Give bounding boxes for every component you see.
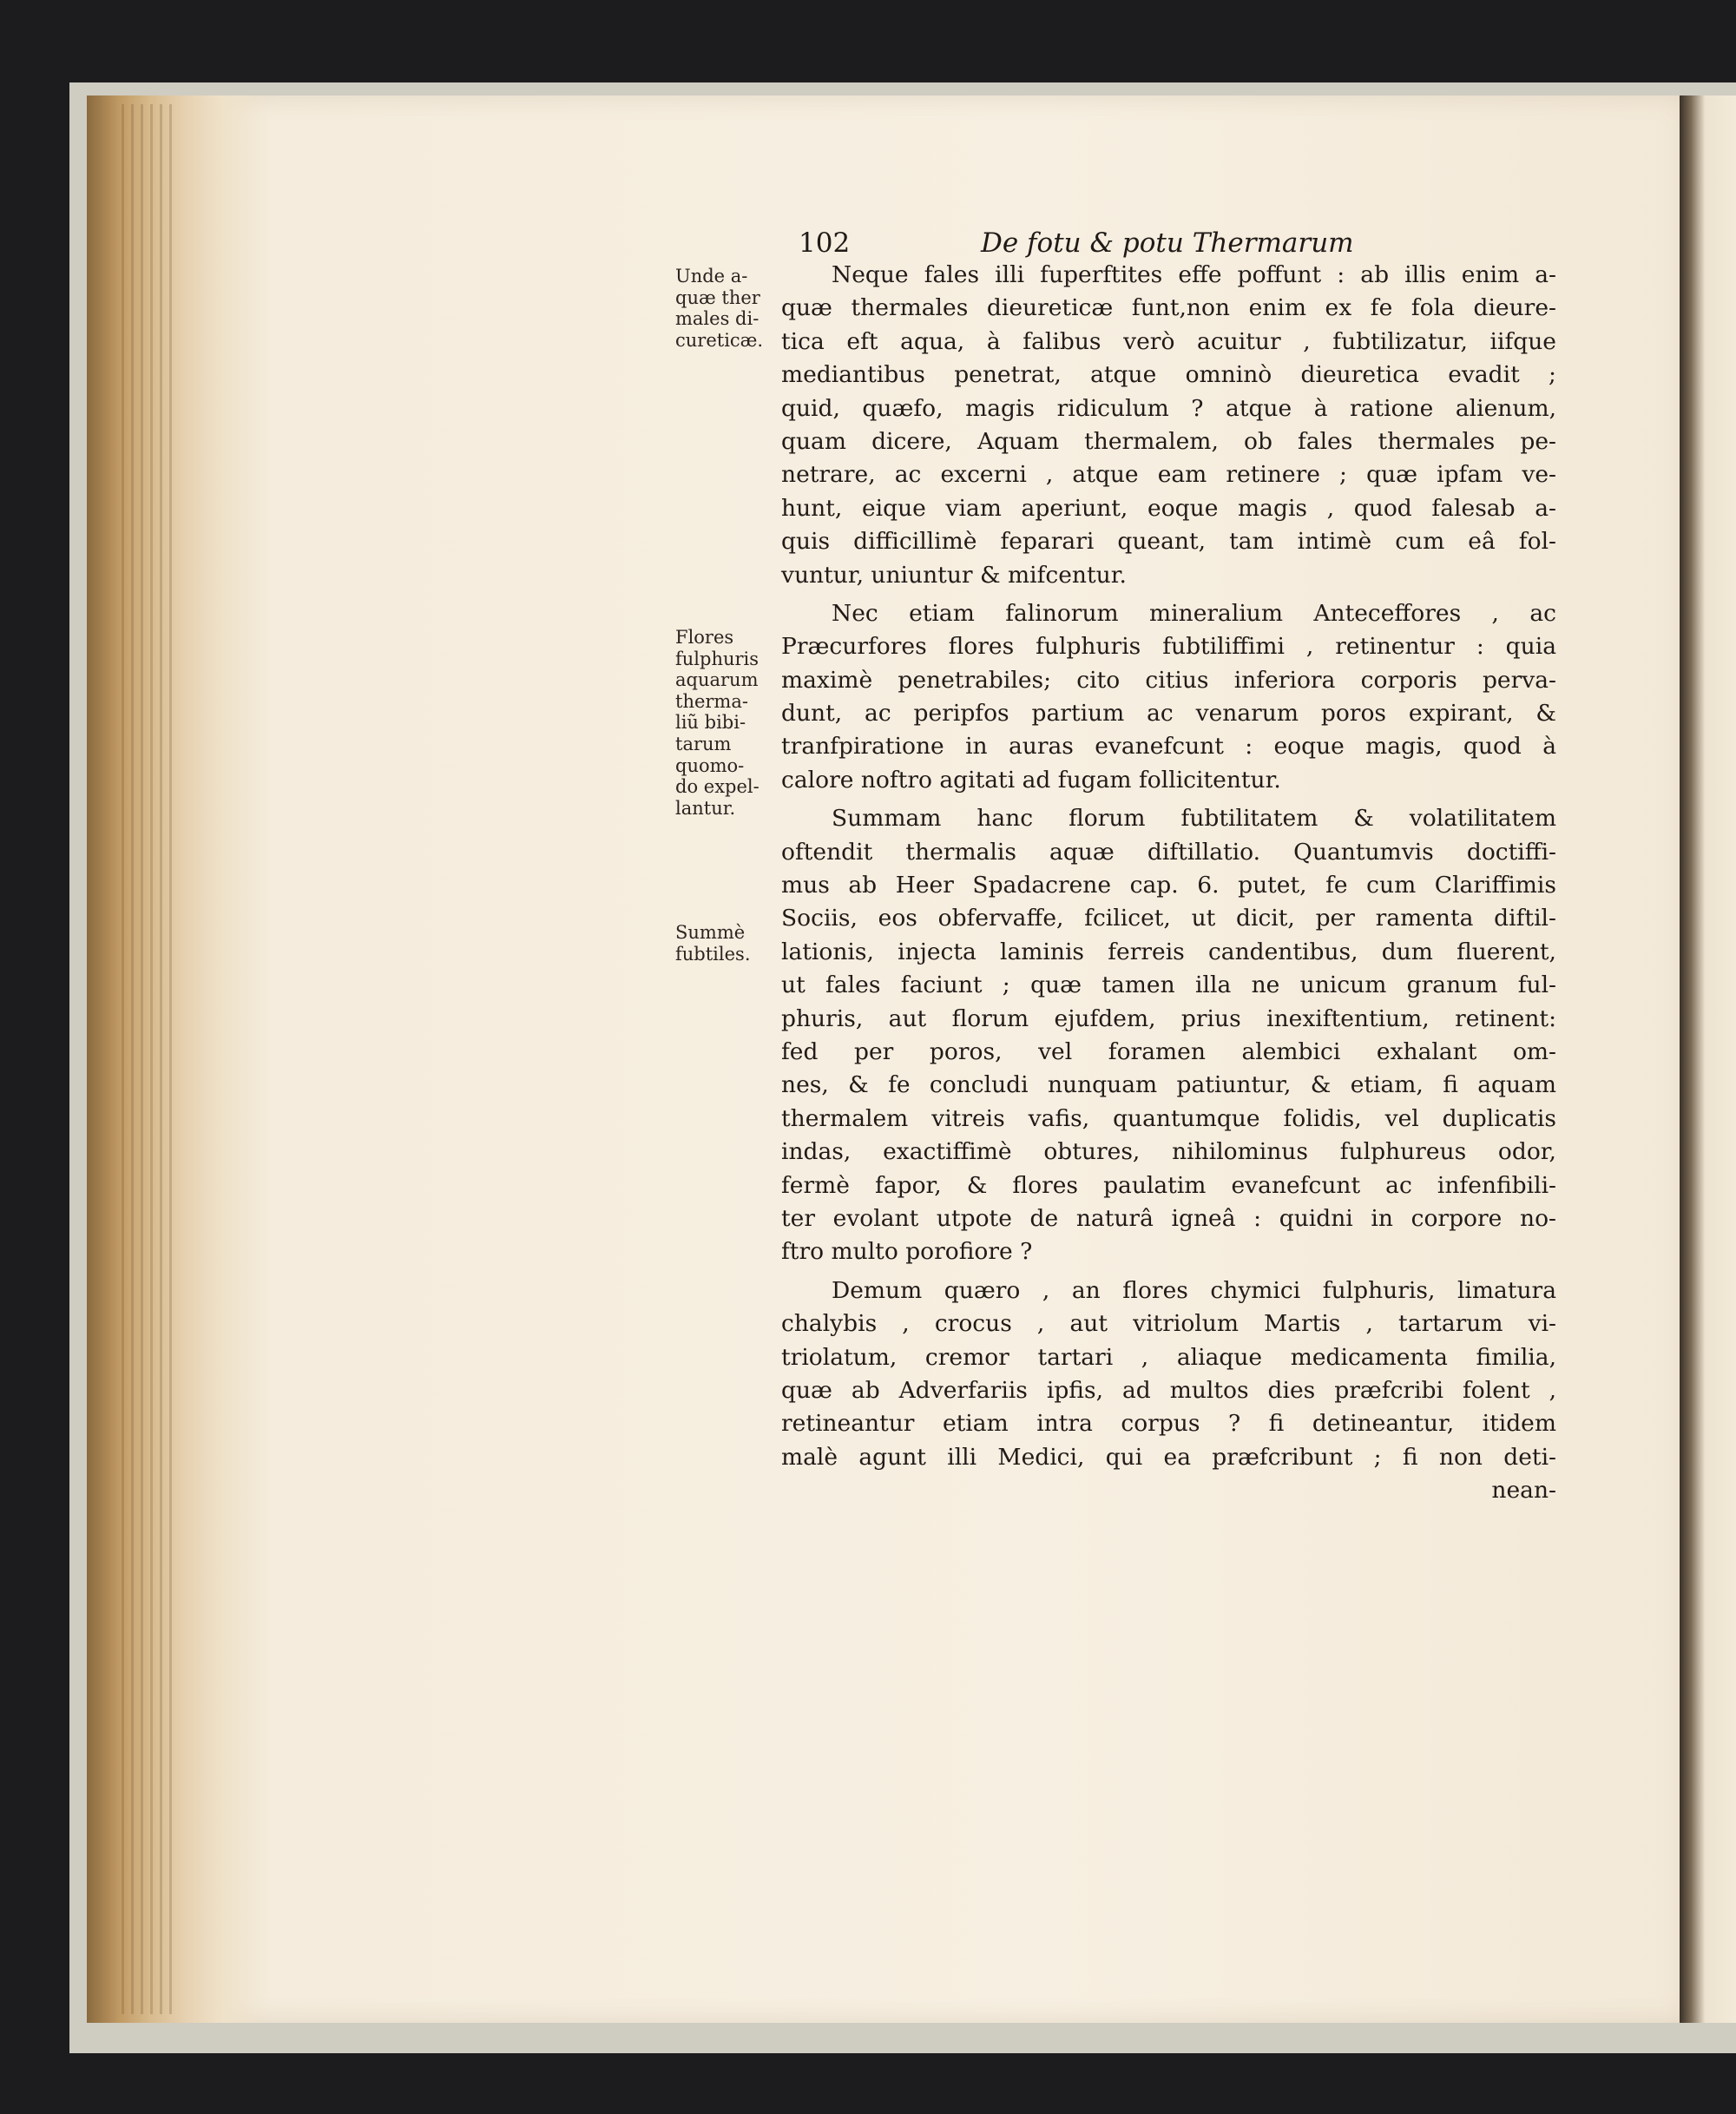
margin-note-line: aquarum bbox=[675, 669, 759, 691]
text-line: Summam hanc florum fubtilitatem & volatilitatem bbox=[832, 805, 1556, 833]
margin-note-line: quæ ther bbox=[675, 286, 760, 308]
running-header bbox=[799, 227, 1562, 262]
text-line: fed per poros, vel foramen alembici exhalant om- bbox=[781, 1037, 1556, 1065]
text-line: quæ thermales dieureticæ funt,non enim ex fe fola dieure- bbox=[781, 294, 1556, 322]
text-line: dunt, ac peripfos partium ac venarum poros expirant, & bbox=[781, 700, 1556, 728]
text-line: Demum quæro , an flores chymici fulphuris, limatura bbox=[832, 1276, 1556, 1304]
text-line: triolatum, cremor tartari , aliaque medicamenta fimilia, bbox=[781, 1343, 1556, 1371]
text-line: tica eft aqua, à falibus verò acuitur , fubtilizatur, iifque bbox=[781, 327, 1556, 355]
text-line: malè agunt illi Medici, qui ea præfcribunt ; fi non deti- bbox=[781, 1443, 1556, 1471]
text-line: mediantibus penetrat, atque omninò dieuretica evadit ; bbox=[781, 361, 1556, 389]
text-line: fermè fapor, & flores paulatim evanefcunt ac infenfibili- bbox=[781, 1171, 1556, 1199]
margin-note-line: males di- bbox=[675, 308, 760, 330]
text-line: phuris, aut florum ejufdem, prius inexiftentium, retinent: bbox=[781, 1004, 1556, 1032]
margin-note-line: Summè bbox=[675, 922, 746, 943]
text-line: Sociis, eos obfervaffe, fcilicet, ut dicit, per ramenta diftil- bbox=[781, 905, 1556, 932]
text-line: Neque fales illi fuperftites effe poffunt : ab illis enim a- bbox=[832, 261, 1556, 288]
margin-note-line: Unde a- bbox=[675, 266, 748, 286]
text-line: mus ab Heer Spadacrene cap. 6. putet, fe cum Clariffimis bbox=[781, 872, 1556, 899]
paragraph bbox=[781, 597, 1556, 797]
margin-note-line: liũ bibi- bbox=[675, 712, 746, 734]
margin-note bbox=[675, 922, 779, 965]
text-line: ftro multo porofiore ? bbox=[781, 1238, 1033, 1266]
text-line: hunt, eique viam aperiunt, eoque magis , quod falesab a- bbox=[781, 494, 1556, 522]
margin-note-line: do expel- bbox=[675, 776, 760, 798]
margin-note-line: tarum bbox=[675, 733, 732, 754]
margin-note-line: fulphuris bbox=[675, 648, 760, 669]
text-line: quæ ab Adverfariis ipfis, ad multos dies præfcribi folent , bbox=[781, 1376, 1556, 1404]
text-line: chalybis , crocus , aut vitriolum Martis , tartarum vi- bbox=[781, 1310, 1556, 1338]
running-title: De fotu & potu Thermarum bbox=[981, 227, 1354, 259]
body-text bbox=[781, 259, 1556, 1507]
facing-page-edge bbox=[1680, 95, 1736, 2023]
text-line: indas, exactiffimè obtures, nihilominus fulphureus odor, bbox=[781, 1138, 1556, 1166]
text-line: quid, quæfo, magis ridiculum ? atque à ratione alienum, bbox=[781, 394, 1556, 422]
paragraph bbox=[781, 259, 1556, 592]
text-line: thermalem vitreis vafis, quantumque folidis, vel duplicatis bbox=[781, 1104, 1556, 1132]
margin-note-line: fubtiles. bbox=[675, 943, 751, 965]
text-line: calore noftro agitati ad fugam follicitentur. bbox=[781, 766, 1281, 794]
text-line: netrare, ac excerni , atque eam retinere ; quæ ipfam ve- bbox=[781, 461, 1556, 489]
text-line: tranfpiratione in auras evanefcunt : eoque magis, quod à bbox=[781, 733, 1556, 761]
text-line: nes, & fe concludi nunquam patiuntur, & etiam, fi aquam bbox=[781, 1071, 1556, 1099]
text-line: ut fales faciunt ; quæ tamen illa ne unicum granum ful- bbox=[781, 971, 1556, 999]
page-fore-edge bbox=[87, 95, 269, 2023]
paragraph bbox=[781, 802, 1556, 1268]
catchword: nean- bbox=[1491, 1477, 1556, 1505]
text-line: maximè penetrabiles; cito citius inferiora corporis perva- bbox=[781, 666, 1556, 694]
text-line: oftendit thermalis aquæ diftillatio. Quantumvis doctiffi- bbox=[781, 838, 1556, 866]
text-line: lationis, injecta laminis ferreis candentibus, dum fluerent, bbox=[781, 938, 1556, 965]
margin-note-line: lantur. bbox=[675, 797, 736, 819]
margin-note-line: Flores bbox=[675, 627, 734, 648]
text-line: vuntur, uniuntur & mifcentur. bbox=[781, 561, 1127, 589]
text-line: Nec etiam falinorum mineralium Anteceffores , ac bbox=[832, 599, 1556, 627]
text-line: retineantur etiam intra corpus ? fi detineantur, itidem bbox=[781, 1410, 1556, 1438]
paragraph bbox=[781, 1274, 1556, 1474]
page-number: 102 bbox=[799, 227, 851, 259]
margin-note bbox=[675, 266, 779, 351]
text-line: quam dicere, Aquam thermalem, ob fales thermales pe- bbox=[781, 427, 1556, 455]
margin-note-line: therma- bbox=[675, 690, 748, 712]
text-line: Præcurfores flores fulphuris fubtiliffimi , retinentur : quia bbox=[781, 633, 1556, 661]
text-line: quis difficillimè feparari queant, tam intimè cum eâ fol- bbox=[781, 528, 1556, 556]
margin-note-line: cureticæ. bbox=[675, 329, 764, 351]
margin-note-line: quomo- bbox=[675, 754, 745, 776]
text-line: ter evolant utpote de naturâ igneâ : quidni in corpore no- bbox=[781, 1204, 1556, 1232]
margin-note bbox=[675, 627, 779, 819]
